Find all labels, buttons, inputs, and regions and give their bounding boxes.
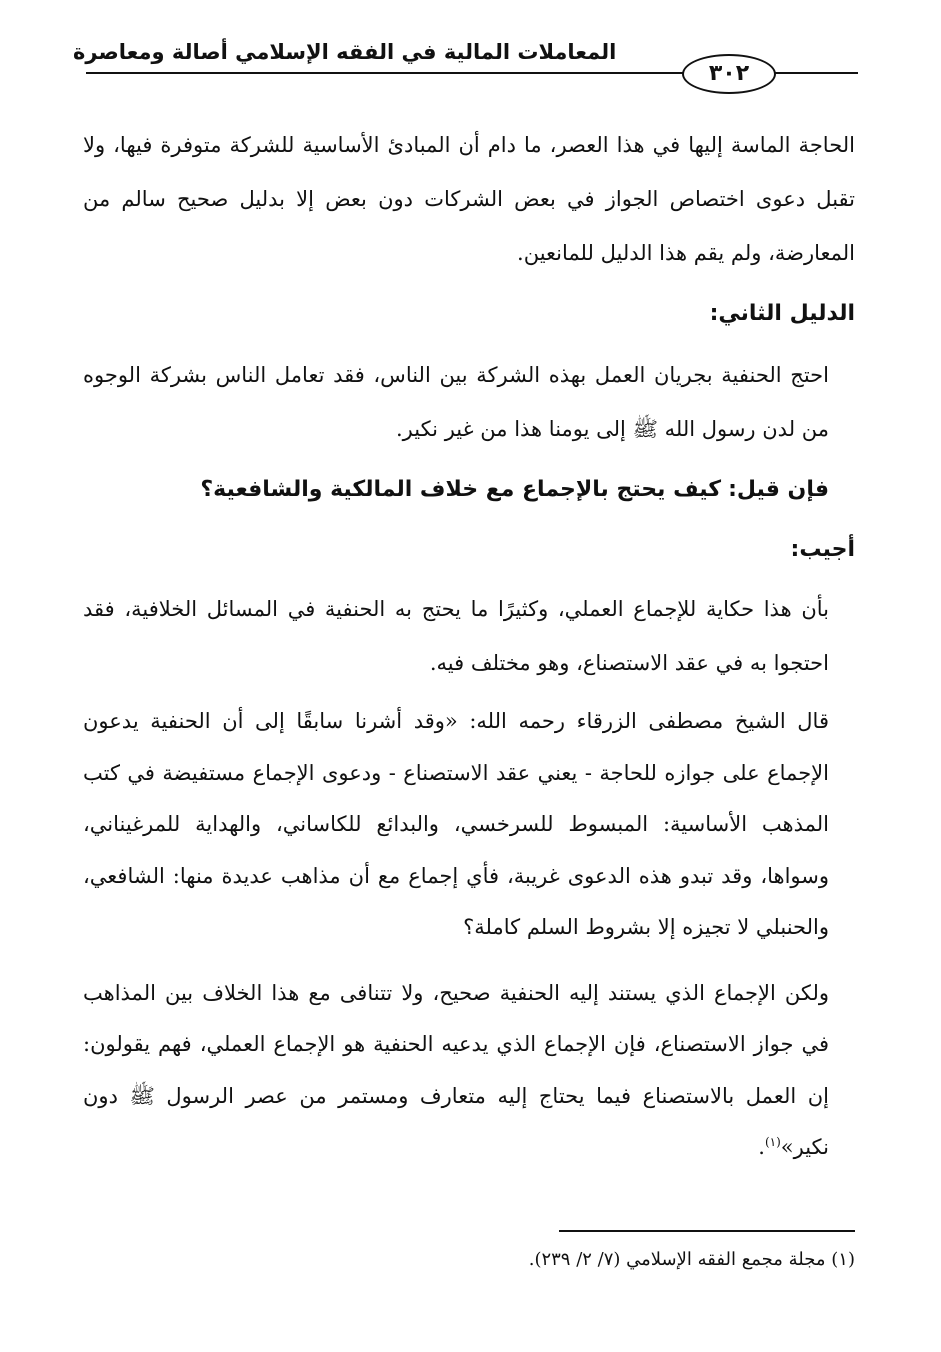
- paragraph-5-end: .: [758, 1135, 765, 1159]
- footnote-rule: [559, 1230, 855, 1232]
- question-text: كيف يحتج بالإجماع مع خلاف المالكية والشافعية؟: [200, 477, 722, 502]
- page-number-badge: ٣٠٢: [682, 54, 776, 94]
- paragraph-1: الحاجة الماسة إليها في هذا العصر، ما دام أن المبادئ الأساسية للشركة متوفرة فيها، ولا تقبل دعوى اختصاص الجواز في بعض الشركات دون بعض إلا بدليل صحيح سالم من المعارضة، ولم يقم هذا الدليل للمانعين.: [83, 133, 855, 265]
- paragraph-5: [83, 968, 855, 1174]
- paragraph-4-quote: قال الشيخ مصطفى الزرقاء رحمه الله: «وقد أشرنا سابقًا إلى أن الحنفية يدعون الإجماع على جوازه للحاجة - يعني عقد الاستصناع - ودعوى الإجماع مستفيضة في كتب المذهب الأساسية: المبسوط للسرخسي، والبدائع للكاساني، والهداية للمرغيناني، وسواها، وقد تبدو هذه الدعوى غريبة، فأي إجماع مع أن مذاهب عديدة منها: الشافعي، والحنبلي لا تجيزه إلا بشروط السلم كاملة؟: [83, 709, 829, 939]
- main-text: [83, 118, 855, 1188]
- answer-label: أجيب:: [790, 537, 855, 562]
- running-header-title: المعاملات المالية في الفقه الإسلامي أصالة ومعاصرة: [73, 40, 617, 64]
- footnote: [83, 1246, 855, 1274]
- paragraph-3: بأن هذا حكاية للإجماع العملي، وكثيرًا ما يحتج به الحنفية في المسائل الخلافية، فقد احتجوا به في عقد الاستصناع، وهو مختلف فيه.: [83, 597, 829, 675]
- paragraph-5-text: ولكن الإجماع الذي يستند إليه الحنفية صحيح، ولا تتنافى مع هذا الخلاف بين المذاهب في جواز الاستصناع، فإن الإجماع الذي يدعيه الحنفية هو الإجماع العملي، فهم يقولون: إن العمل بالاستصناع فيما يحتاج إليه متعارف ومستمر من عصر الرسول ﷺ دون نكير»: [83, 980, 829, 1159]
- section-heading: الدليل الثاني:: [709, 301, 855, 326]
- question-line: [83, 462, 855, 518]
- footnote-reference: (١): [764, 1135, 781, 1149]
- footnote-text: مجلة مجمع الفقه الإسلامي (٧/ ٢/ ٢٣٩).: [528, 1249, 826, 1270]
- question-lead: فإن قيل:: [728, 477, 829, 502]
- footnote-marker: (١): [831, 1249, 855, 1270]
- paragraph-2: احتج الحنفية بجريان العمل بهذه الشركة بين الناس، فقد تعامل الناس بشركة الوجوه من لدن رسول الله ﷺ إلى يومنا هذا من غير نكير.: [83, 363, 829, 441]
